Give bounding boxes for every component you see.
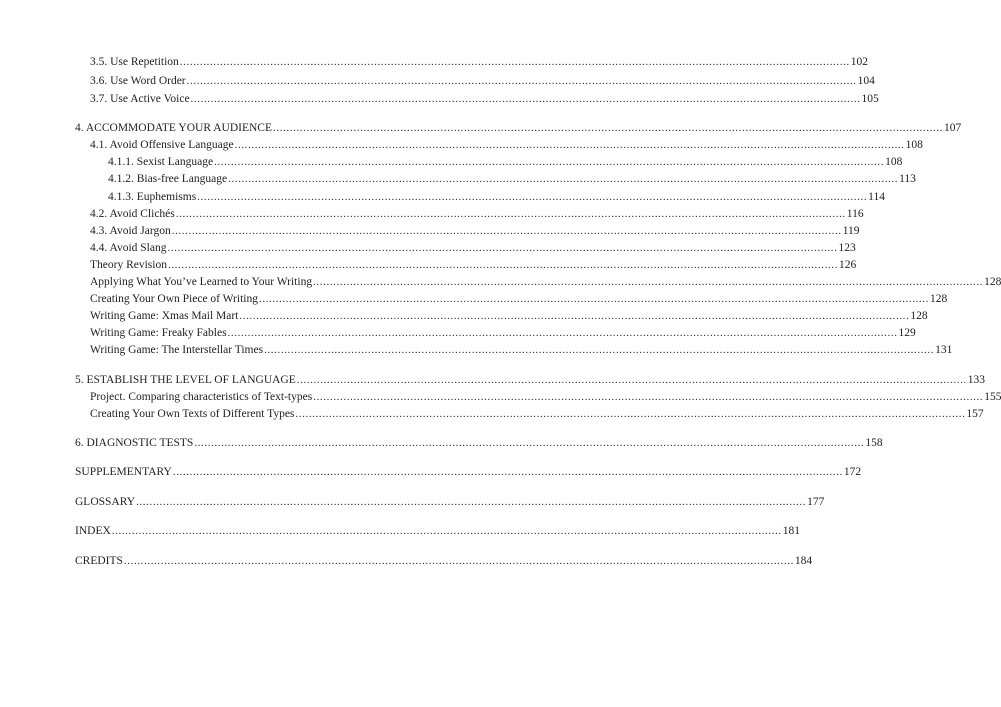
toc-entry-title: 4.1. Avoid Offensive Language <box>90 139 234 151</box>
toc-entry-chapter-5[interactable] <box>75 373 986 389</box>
toc-entry-interstellar-times[interactable] <box>90 343 953 359</box>
toc-entry-page: 128 <box>929 293 948 305</box>
toc-entry-page: 133 <box>967 374 986 386</box>
dot-leader: ........................................................................................................................................................................................................ <box>197 191 868 203</box>
toc-entry-page: 104 <box>857 75 875 87</box>
toc-entry-page: 177 <box>807 496 825 508</box>
dot-leader: ........................................................................................................................................................................................................ <box>296 374 967 386</box>
toc-entry-title: 6. DIAGNOSTIC TESTS <box>75 437 194 449</box>
toc-entry-index[interactable] <box>75 524 801 540</box>
toc-entry-creating-texts[interactable] <box>90 407 984 423</box>
dot-leader: ........................................................................................................................................................................................................ <box>111 525 782 537</box>
toc-entry-title: Theory Revision <box>90 259 167 271</box>
dot-leader: ........................................................................................................................................................................................................ <box>214 156 885 168</box>
dot-leader: ........................................................................................................................................................................................................ <box>227 327 898 339</box>
toc-entry-credits[interactable] <box>75 554 813 570</box>
dot-leader: ........................................................................................................................................................................................................ <box>258 293 929 305</box>
toc-entry-chapter-4[interactable] <box>75 121 962 137</box>
dot-leader: ........................................................................................................................................................................................................ <box>239 310 910 322</box>
toc-entry-page: 126 <box>838 259 857 271</box>
toc-entry-title: GLOSSARY <box>75 496 136 508</box>
toc-entry-page: 172 <box>843 466 862 478</box>
toc-entry-page: 119 <box>842 225 860 237</box>
toc-entry-title: INDEX <box>75 525 111 537</box>
toc-entry-4-1-3[interactable] <box>108 190 885 206</box>
toc-entry-page: 158 <box>865 437 883 449</box>
toc-entry-page: 105 <box>861 93 879 105</box>
toc-entry-3-5[interactable] <box>90 55 869 71</box>
toc-entry-3-6[interactable] <box>90 74 875 90</box>
dot-leader: ........................................................................................................................................................................................................ <box>179 56 850 68</box>
toc-entry-chapter-6[interactable] <box>75 436 883 452</box>
toc-entry-4-2[interactable] <box>90 207 864 223</box>
toc-entry-glossary[interactable] <box>75 495 825 511</box>
toc-entry-title: 4.3. Avoid Jargon <box>90 225 171 237</box>
toc-entry-4-1[interactable] <box>90 138 923 154</box>
toc-entry-title: 5. ESTABLISH THE LEVEL OF LANGUAGE <box>75 374 296 386</box>
toc-entry-4-1-1[interactable] <box>108 155 903 171</box>
toc-entry-page: 155 <box>984 391 1001 403</box>
dot-leader: ........................................................................................................................................................................................................ <box>167 242 838 254</box>
toc-entry-page: 129 <box>898 327 916 339</box>
toc-entry-applying[interactable] <box>90 275 1001 291</box>
toc-entry-title: 3.5. Use Repetition <box>90 56 179 68</box>
toc-entry-title: SUPPLEMENTARY <box>75 466 172 478</box>
toc-entry-page: 108 <box>885 156 903 168</box>
dot-leader: ........................................................................................................................................................................................................ <box>313 276 984 288</box>
toc-entry-page: 114 <box>868 191 885 203</box>
dot-leader: ........................................................................................................................................................................................................ <box>295 408 966 420</box>
toc-entry-title: 4.2. Avoid Clichés <box>90 208 175 220</box>
dot-leader: ........................................................................................................................................................................................................ <box>167 259 838 271</box>
dot-leader: ........................................................................................................................................................................................................ <box>172 466 843 478</box>
toc-entry-title: 4.1.3. Euphemisms <box>108 191 197 203</box>
toc-entry-page: 157 <box>966 408 984 420</box>
toc-entry-4-4[interactable] <box>90 241 856 257</box>
toc-entry-page: 102 <box>850 56 869 68</box>
dot-leader: ........................................................................................................................................................................................................ <box>264 344 935 356</box>
toc-entry-title: 3.7. Use Active Voice <box>90 93 190 105</box>
toc-entry-page: 123 <box>838 242 856 254</box>
dot-leader: ........................................................................................................................................................................................................ <box>234 139 905 151</box>
dot-leader: ........................................................................................................................................................................................................ <box>123 555 794 567</box>
dot-leader: ........................................................................................................................................................................................................ <box>190 93 861 105</box>
toc-entry-page: 128 <box>910 310 928 322</box>
toc-entry-theory-revision[interactable] <box>90 258 857 274</box>
toc-entry-page: 131 <box>935 344 953 356</box>
toc-entry-title: 3.6. Use Word Order <box>90 75 186 87</box>
toc-entry-4-3[interactable] <box>90 224 860 240</box>
toc-entry-title: 4. ACCOMMODATE YOUR AUDIENCE <box>75 122 272 134</box>
toc-entry-title: Writing Game: Freaky Fables <box>90 327 227 339</box>
toc-entry-title: Applying What You’ve Learned to Your Writing <box>90 276 313 288</box>
toc-entry-title: Creating Your Own Texts of Different Types <box>90 408 295 420</box>
toc-entry-page: 113 <box>899 173 916 185</box>
toc-entry-page: 116 <box>846 208 864 220</box>
dot-leader: ........................................................................................................................................................................................................ <box>136 496 807 508</box>
toc-entry-supplementary[interactable] <box>75 465 862 481</box>
dot-leader: ........................................................................................................................................................................................................ <box>273 122 943 134</box>
dot-leader: ........................................................................................................................................................................................................ <box>194 437 865 449</box>
toc-entry-creating-piece[interactable] <box>90 292 948 308</box>
toc-entry-4-1-2[interactable] <box>108 172 916 188</box>
toc-entry-page: 181 <box>782 525 801 537</box>
toc-entry-page: 128 <box>984 276 1001 288</box>
toc-entry-title: Project. Comparing characteristics of Text-types <box>90 391 313 403</box>
toc-entry-page: 108 <box>905 139 923 151</box>
dot-leader: ........................................................................................................................................................................................................ <box>175 208 846 220</box>
toc-entry-title: 4.4. Avoid Slang <box>90 242 167 254</box>
toc-entry-title: 4.1.2. Bias-free Language <box>108 173 228 185</box>
toc-entry-page: 107 <box>944 122 962 134</box>
toc-entry-page: 184 <box>794 555 813 567</box>
toc-entry-title: Writing Game: Xmas Mail Mart <box>90 310 239 322</box>
dot-leader: ........................................................................................................................................................................................................ <box>171 225 842 237</box>
toc-entry-title: Writing Game: The Interstellar Times <box>90 344 264 356</box>
toc-entry-title: Creating Your Own Piece of Writing <box>90 293 258 305</box>
toc-entry-title: CREDITS <box>75 555 123 567</box>
toc-entry-title: 4.1.1. Sexist Language <box>108 156 214 168</box>
toc-entry-project[interactable] <box>90 390 1001 406</box>
dot-leader: ........................................................................................................................................................................................................ <box>228 173 899 185</box>
toc-entry-xmas-mail-mart[interactable] <box>90 309 928 325</box>
toc-entry-freaky-fables[interactable] <box>90 326 916 342</box>
dot-leader: ........................................................................................................................................................................................................ <box>313 391 984 403</box>
dot-leader: ........................................................................................................................................................................................................ <box>186 75 857 87</box>
toc-entry-3-7[interactable] <box>90 92 879 108</box>
